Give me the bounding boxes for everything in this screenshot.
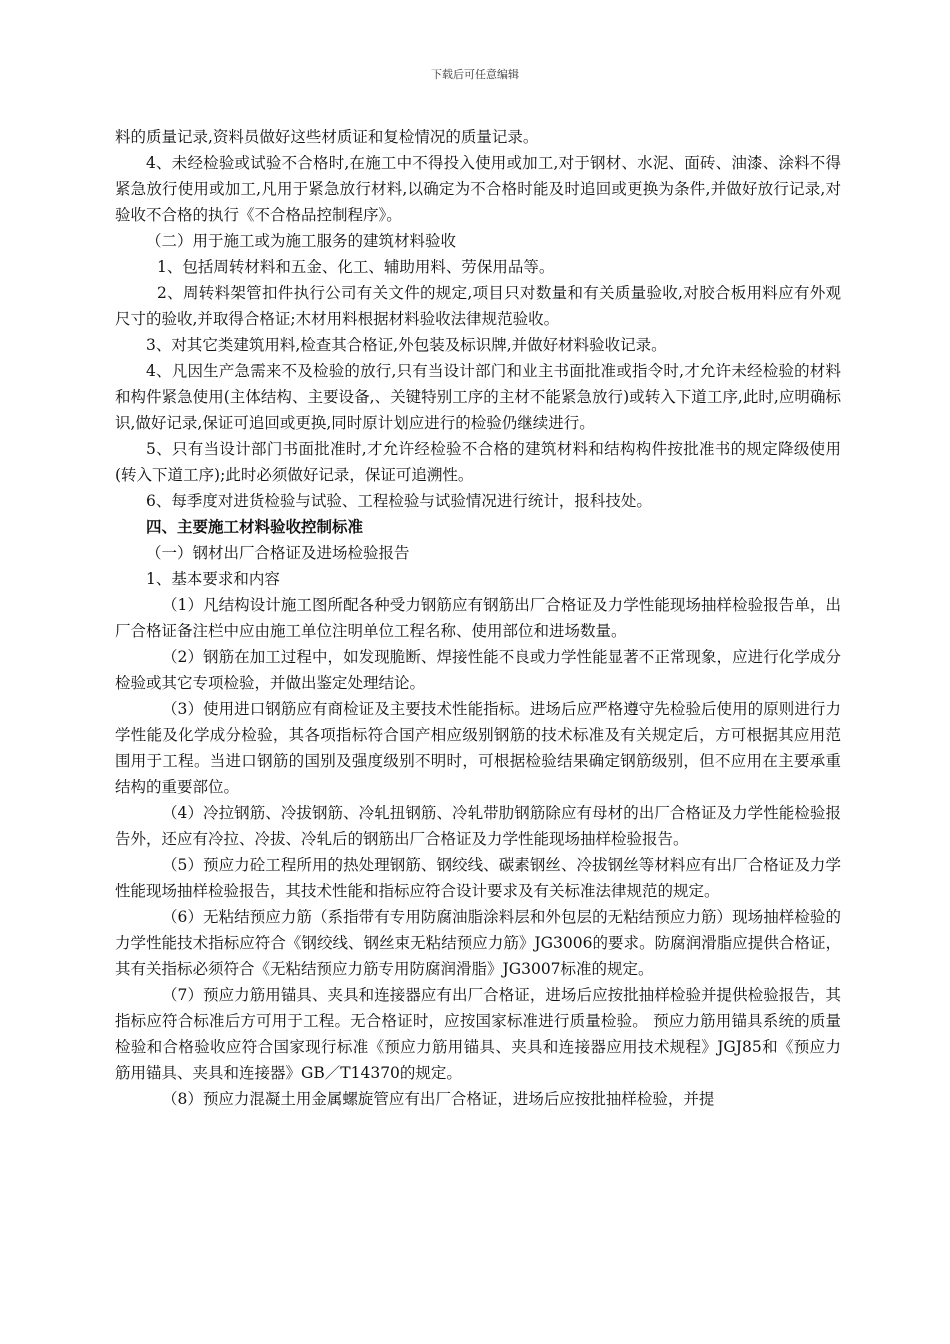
paragraph: （1）凡结构设计施工图所配各种受力钢筋应有钢筋出厂合格证及力学性能现场抽样检验报告单，出厂合格证备注栏中应由施工单位注明单位工程名称、使用部位和进场数量。 [115, 596, 841, 640]
paragraph: （6）无粘结预应力筋（系指带有专用防腐油脂涂料层和外包层的无粘结预应力筋）现场抽样检验的力学性能技术指标应符合《钢绞线、钢丝束无粘结预应力筋》JG3006的要求。防腐润滑脂应提供合格证，其有关指标必须符合《无粘结预应力筋专用防腐润滑脂》JG3007标准的规定。 [115, 908, 841, 978]
paragraph: 4、凡因生产急需来不及检验的放行,只有当设计部门和业主书面批准或指令时,才允许未经检验的材料和构件紧急使用(主体结构、主要设备,、关键特别工序的主材不能紧急放行)或转入下道工序,此时,应明确标识,做好记录,保证可追回或更换,同时原计划应进行的检验仍继续进行。 [115, 362, 841, 432]
document-body [115, 124, 841, 1112]
paragraph: 1、包括周转材料和五金、化工、辅助用料、劳保用品等。 [157, 258, 555, 276]
chapter-heading: 四、主要施工材料验收控制标准 [146, 517, 364, 536]
paragraph: （4）冷拉钢筋、冷拔钢筋、冷轧扭钢筋、冷轧带肋钢筋除应有母材的出厂合格证及力学性能检验报告外，还应有冷拉、冷拔、冷轧后的钢筋出厂合格证及力学性能现场抽样检验报告。 [115, 804, 841, 848]
paragraph: （8）预应力混凝土用金属螺旋管应有出厂合格证，进场后应按批抽样检验，并提 [162, 1090, 715, 1108]
section-heading: （一）钢材出厂合格证及进场检验报告 [146, 544, 410, 562]
paragraph: 料的质量记录,资料员做好这些材质证和复检情况的质量记录。 [115, 128, 539, 146]
page-header: 下载后可任意编辑 [431, 68, 519, 81]
subsection-heading: 1、基本要求和内容 [146, 570, 280, 588]
paragraph: 4、未经检验或试验不合格时,在施工中不得投入使用或加工,对于钢材、水泥、面砖、油漆、涂料不得紧急放行使用或加工,凡用于紧急放行材料,以确定为不合格时能及时追回或更换为条件,并做好放行记录,对验收不合格的执行《不合格品控制程序》。 [115, 154, 841, 224]
paragraph: （3）使用进口钢筋应有商检证及主要技术性能指标。进场后应严格遵守先检验后使用的原则进行力学性能及化学成分检验，其各项指标符合国产相应级别钢筋的技术标准及有关规定后，方可根据其应用范围用于工程。当进口钢筋的国别及强度级别不明时，可根据检验结果确定钢筋级别，但不应用在主要承重结构的重要部位。 [115, 700, 841, 796]
paragraph: 6、每季度对进货检验与试验、工程检验与试验情况进行统计，报科技处。 [146, 492, 652, 510]
paragraph: （5）预应力砼工程所用的热处理钢筋、钢绞线、碳素钢丝、冷拔钢丝等材料应有出厂合格证及力学性能现场抽样检验报告，其技术性能和指标应符合设计要求及有关标准法律规范的规定。 [115, 856, 841, 900]
paragraph: 5、只有当设计部门书面批准时,才允许经检验不合格的建筑材料和结构构件按批准书的规定降级使用(转入下道工序);此时必须做好记录，保证可追溯性。 [115, 440, 841, 484]
paragraph: 2、周转料架管扣件执行公司有关文件的规定,项目只对数量和有关质量验收,对胶合板用料应有外观尺寸的验收,并取得合格证;木材用料根据材料验收法律规范验收。 [115, 284, 842, 328]
paragraph: （2）钢筋在加工过程中，如发现脆断、焊接性能不良或力学性能显著不正常现象，应进行化学成分检验或其它专项检验，并做出鉴定处理结论。 [115, 648, 841, 692]
paragraph: 3、对其它类建筑用料,检查其合格证,外包装及标识牌,并做好材料验收记录。 [146, 336, 667, 354]
paragraph: （7）预应力筋用锚具、夹具和连接器应有出厂合格证，进场后应按批抽样检验并提供检验报告，其指标应符合标准后方可用于工程。无合格证时，应按国家标准进行质量检验。 预应力筋用锚具系统的质量检验和合格验收应符合国家现行标准《预应力筋用锚具、夹具和连接器应用技术规程》JGJ85和《预应力筋用锚具、夹具和连接器》GB／T14370的规定。 [115, 986, 841, 1082]
section-heading: （二）用于施工或为施工服务的建筑材料验收 [146, 232, 457, 250]
